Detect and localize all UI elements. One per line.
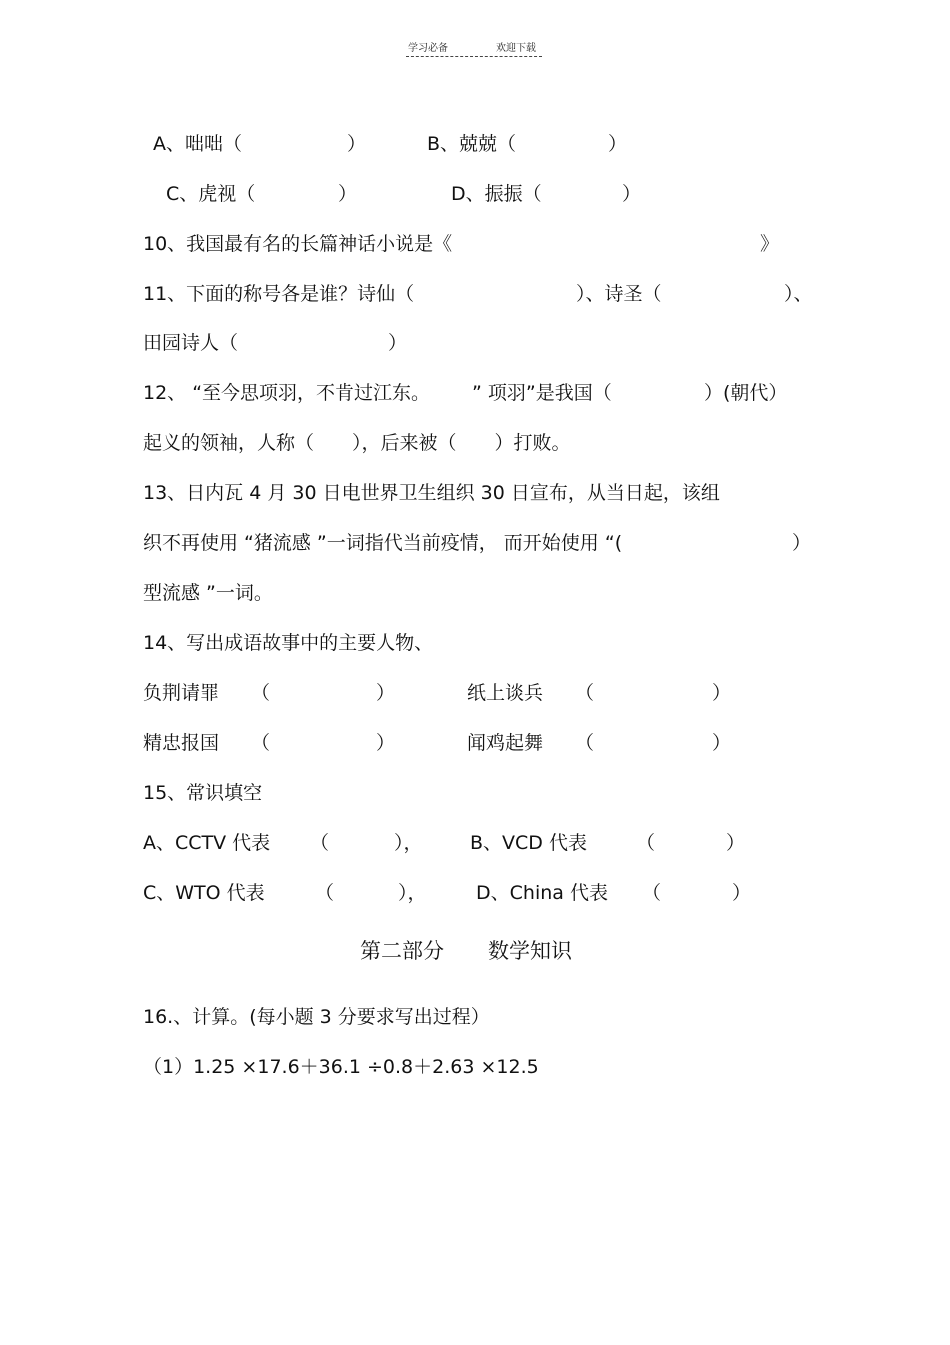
q11-line1-c: ）、 [784,283,813,305]
q14-item-open: （ [251,682,271,704]
page-header [406,38,542,57]
q14-item-name: 负荆请罪 [143,682,220,704]
q15-option-c-open: （ [315,882,335,904]
q15-option-b: B、VCD 代表 [470,832,587,854]
q15-option-a-open: （ [310,832,330,854]
q15-option-d-close: ） [732,882,752,904]
q10-close: 》 [760,233,780,255]
q14-item-open: （ [575,682,595,704]
q14-item-name: 纸上谈兵 [467,682,544,704]
q9-option-c: C、虎视（ [166,183,256,205]
q13-line2-b: ） [792,532,812,554]
q12-line1-b: ” 项羽”是我国（ [472,382,612,404]
q13-line3: 型流感 ”一词。 [143,582,273,604]
q9-option-b: B、兢兢（ [427,133,517,155]
q15-option-c-close: ）， [398,882,427,904]
q15-option-c: C、WTO 代表 [143,882,265,904]
q14-item-name: 闻鸡起舞 [467,732,544,754]
q16-title: 16.、计算。(每小题 3 分要求写出过程） [143,1006,490,1028]
q15-option-d: D、China 代表 [476,882,608,904]
q12-line1-c: ）(朝代） [704,382,788,404]
q15-option-d-open: （ [642,882,662,904]
q14-item-close: ） [376,732,396,754]
q11-line1-b: ）、诗圣（ [576,283,662,305]
q15-option-a: A、CCTV 代表 [143,832,271,854]
q9-option-b-close: ） [608,133,628,155]
q9-option-d-close: ） [622,183,642,205]
q15-title: 15、常识填空 [143,782,263,804]
header-left-text: 学习必备 [408,43,448,54]
q14-item-name: 精忠报国 [143,732,220,754]
q15-option-b-open: （ [636,832,656,854]
q11-line2-b: ） [388,332,408,354]
q9-option-d: D、振振（ [451,183,542,205]
q9-option-a: A、咄咄（ [153,133,242,155]
q11-line2-a: 田园诗人（ [143,332,239,354]
q12-line1-a: 12、 “至今思项羽，不肯过江东。 [143,382,431,404]
q14-item-close: ） [712,682,732,704]
q14-item-open: （ [251,732,271,754]
section2-title-part: 第二部分 [360,939,444,963]
q10-text: 10、我国最有名的长篇神话小说是《 [143,233,453,255]
q13-line2-a: 织不再使用 “猪流感 ”一词指代当前疫情， 而开始使用 “( [143,532,623,554]
q14-item-open: （ [575,732,595,754]
q9-option-c-close: ） [338,183,358,205]
q9-option-a-close: ） [347,133,367,155]
q11-line1-a: 11、下面的称号各是谁？诗仙（ [143,283,415,305]
q14-item-close: ） [712,732,732,754]
q14-title: 14、写出成语故事中的主要人物、 [143,632,434,654]
q13-line1: 13、日内瓦 4 月 30 日电世界卫生组织 30 日宣布，从当日起，该组 [143,482,720,504]
q16-problem-1: （1）1.25 ×17.6＋36.1 ÷0.8＋2.63 ×12.5 [143,1056,539,1078]
section2-title-subject: 数学知识 [488,939,572,963]
header-right-text: 欢迎下载 [496,43,536,54]
q15-option-b-close: ） [726,832,746,854]
q14-item-close: ） [376,682,396,704]
q15-option-a-close: ）， [394,832,423,854]
q12-line2: 起义的领袖，人称（ ），后来被（ ）打败。 [143,432,571,454]
